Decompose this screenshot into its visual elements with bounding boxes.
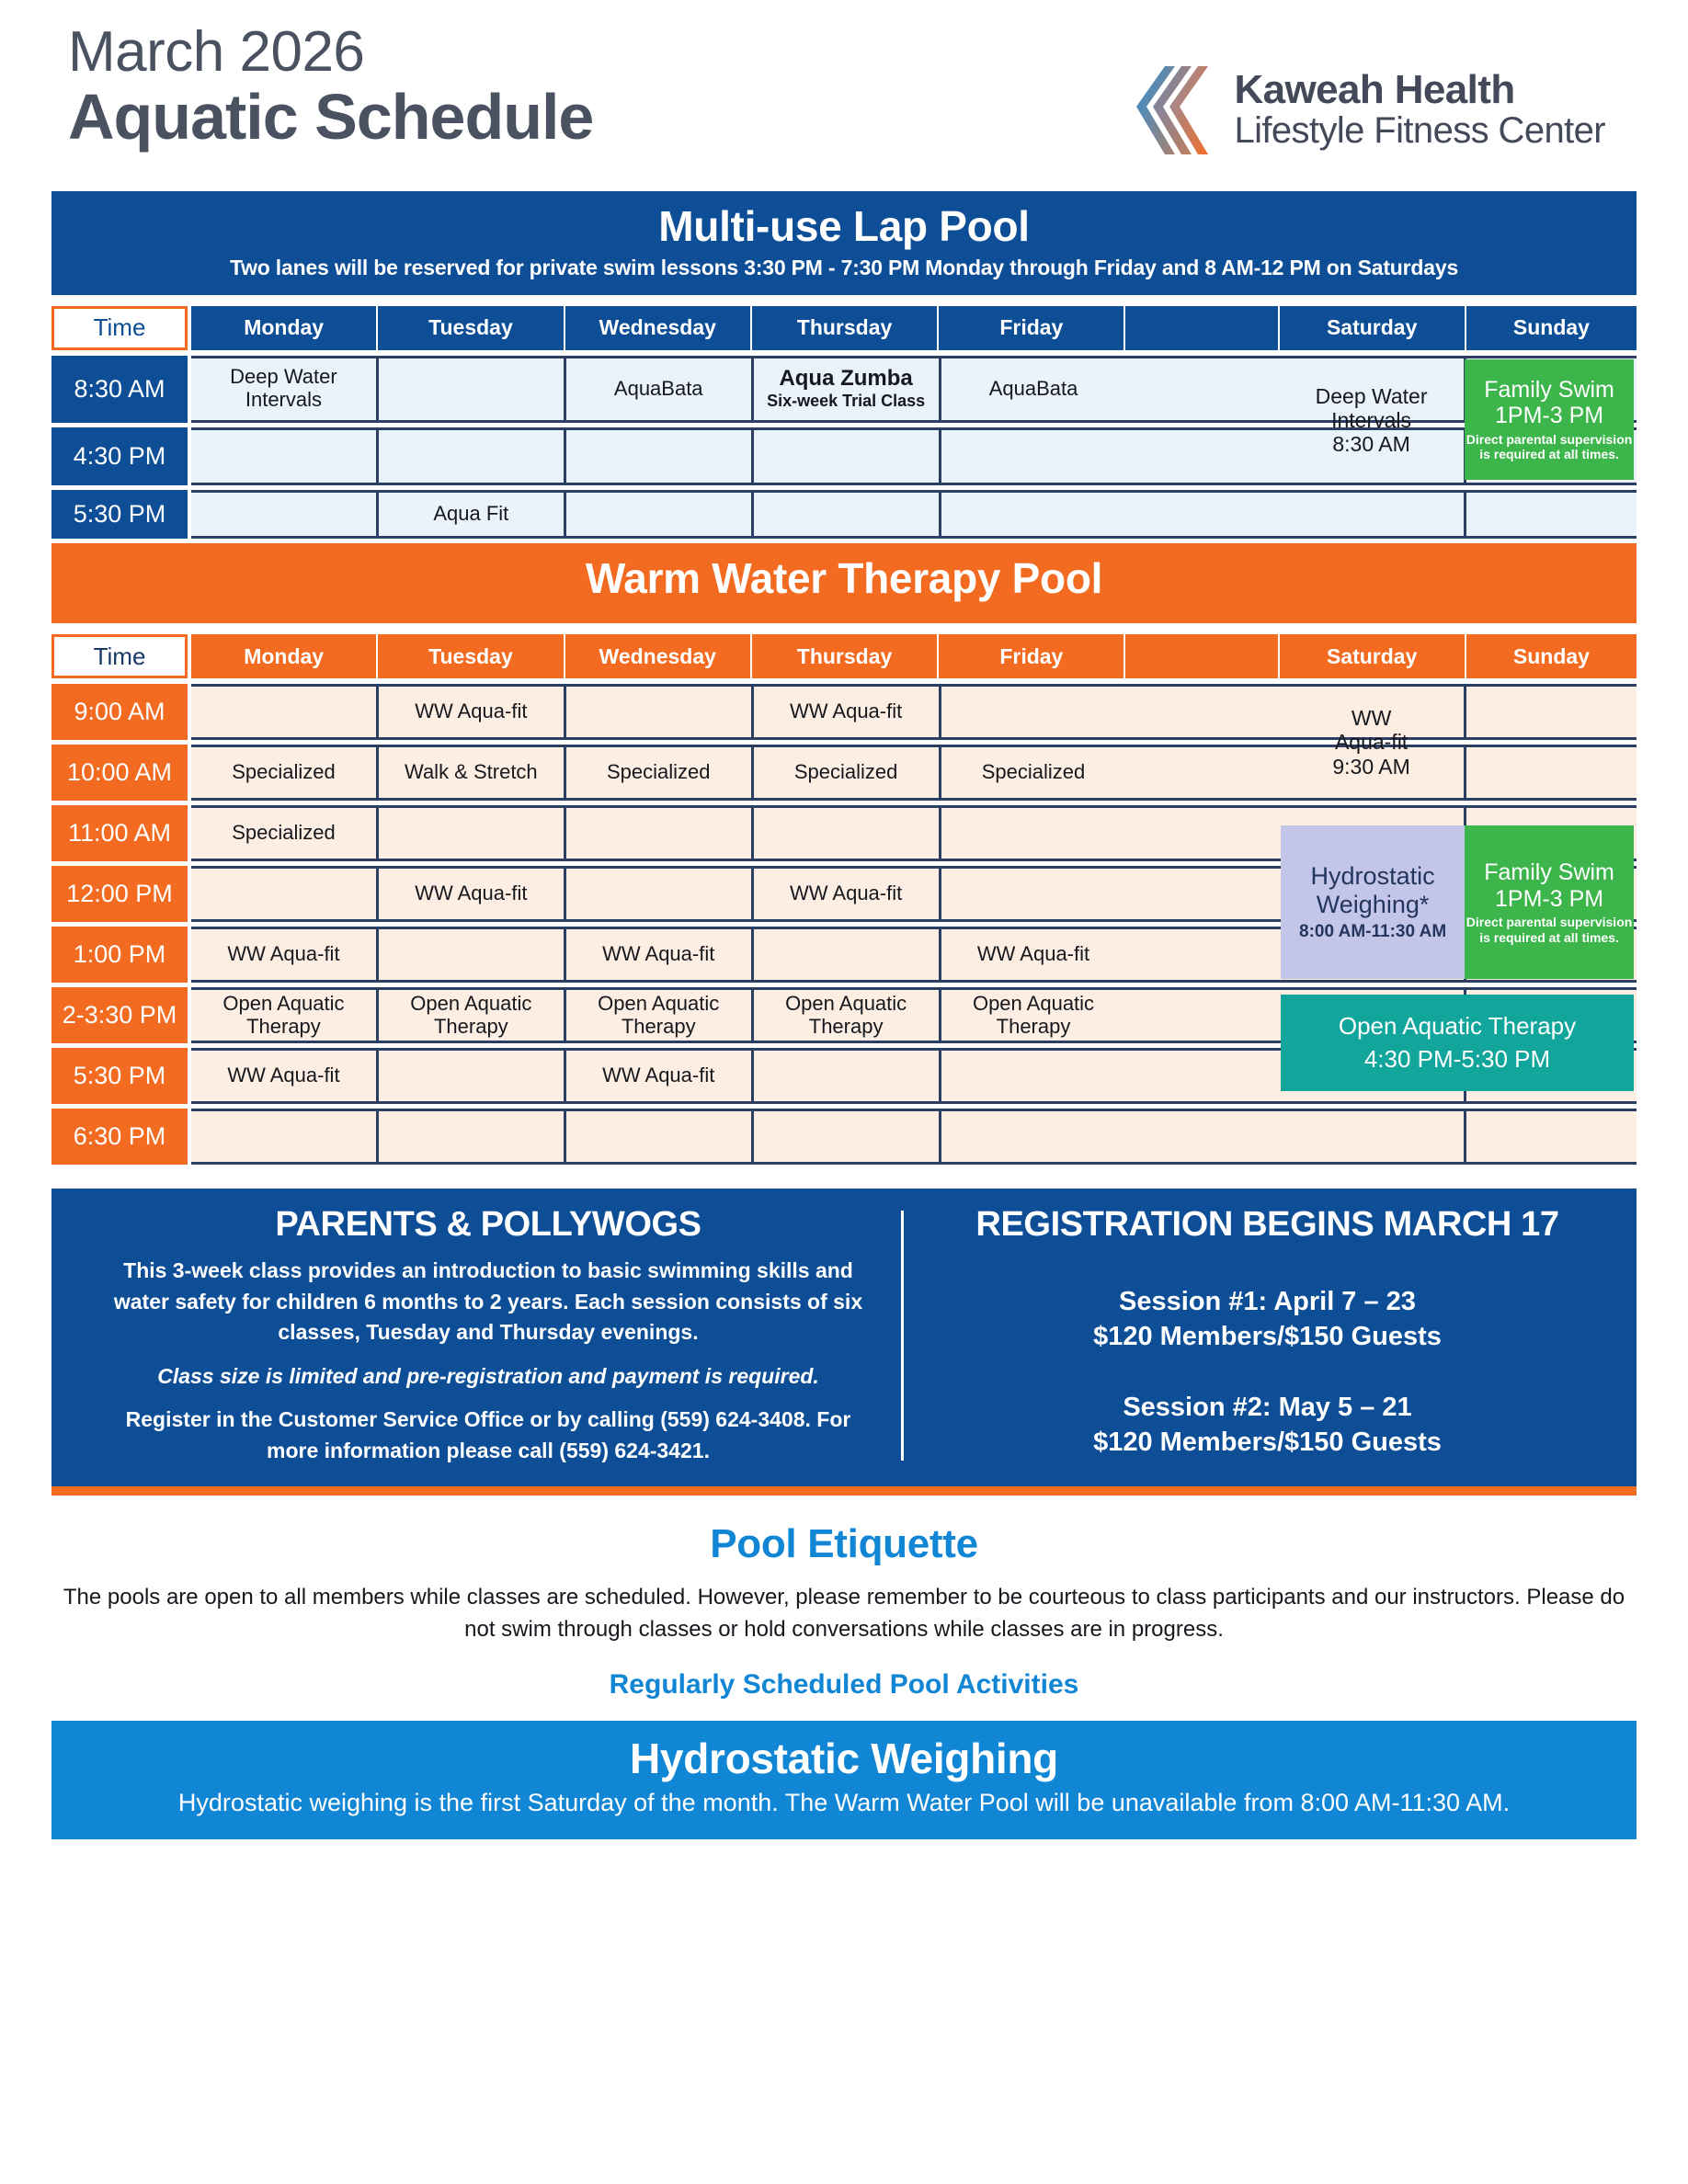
schedule-cell (751, 1111, 939, 1162)
column-header-thursday: Thursday (752, 306, 939, 350)
time-label: 2-3:30 PM (51, 987, 188, 1043)
merged-ww-aquafit-saturday (1278, 687, 1465, 798)
column-header-tuesday: Tuesday (378, 306, 565, 350)
schedule-cell (1125, 808, 1278, 859)
schedule-cell (376, 430, 564, 483)
schedule-cell: WW Aqua-fit (191, 1051, 376, 1101)
lap-pool-subtitle: Two lanes will be reserved for private swim lessons 3:30 PM - 7:30 PM Monday through Friday and 8 AM-12 PM on Saturdays (229, 255, 1459, 279)
schedule-cell: WW Aqua-fit (939, 929, 1126, 980)
kaweah-health-logo (1135, 24, 1637, 156)
hydrostatic-heading: Hydrostatic Weighing (630, 1734, 1058, 1782)
schedule-cell (751, 430, 939, 483)
registration-heading: REGISTRATION BEGINS MARCH 17 (975, 1205, 1559, 1244)
merged-line: Aqua-fit (1334, 730, 1409, 755)
warm-day-headers (191, 634, 1637, 678)
schedule-cell (564, 1111, 751, 1162)
session-2-dates: Session #2: May 5 – 21 (1123, 1393, 1412, 1423)
warm-time-header: Time (51, 634, 188, 678)
warm-pool-banner (51, 543, 1637, 624)
time-label: 12:00 PM (51, 866, 188, 922)
logo-tagline: Lifestyle Fitness Center (1234, 109, 1605, 151)
page-month: March 2026 (68, 20, 365, 84)
schedule-row (51, 1109, 1637, 1165)
warm-pool-title: Warm Water Therapy Pool (585, 553, 1103, 602)
session-2-price: $120 Members/$150 Guests (1093, 1428, 1442, 1458)
warm-pool-rows (51, 684, 1637, 1165)
schedule-cell: Open Aquatic Therapy (939, 990, 1126, 1041)
column-header-friday: Friday (939, 306, 1125, 350)
schedule-cell (191, 493, 376, 536)
lap-pool-header-row (51, 306, 1637, 350)
logo-brand: Kaweah Health (1234, 66, 1515, 112)
schedule-cell: Specialized (191, 747, 376, 798)
schedule-cell (939, 869, 1126, 919)
schedule-cell (1125, 1111, 1278, 1162)
column-header-tuesday: Tuesday (378, 634, 565, 678)
schedule-cell: Deep Water Intervals (191, 358, 376, 420)
schedule-cell (1125, 358, 1278, 420)
registration-section (922, 1205, 1613, 1466)
merged-time: 1PM-3 PM (1495, 403, 1604, 429)
merged-line: 8:30 AM (1332, 432, 1410, 457)
schedule-cell (564, 869, 751, 919)
schedule-cell: Aqua Fit (376, 493, 564, 536)
schedule-cell: Open Aquatic Therapy (564, 990, 751, 1041)
schedule-cell (376, 929, 564, 980)
lap-day-headers (191, 306, 1637, 350)
lap-pool-title: Multi-use Lap Pool (658, 202, 1030, 250)
lap-pool-schedule (51, 306, 1637, 539)
pollywogs-heading: PARENTS & POLLYWOGS (275, 1205, 701, 1244)
pollywogs-register: Register in the Customer Service Office or by calling (559) 624-3408. For more information please call (559) 624-3421. (125, 1407, 851, 1462)
schedule-cell (1279, 1111, 1464, 1162)
schedule-cell: Specialized (564, 747, 751, 798)
warm-pool-header-row (51, 634, 1637, 678)
lap-pool-banner (51, 191, 1637, 295)
page-header (51, 0, 1637, 191)
schedule-cells (191, 1109, 1637, 1165)
schedule-cell: WW Aqua-fit (751, 687, 939, 737)
schedule-cell (939, 808, 1126, 859)
schedule-cell: Open Aquatic Therapy (191, 990, 376, 1041)
merged-line: Deep Water (1315, 383, 1428, 408)
time-label: 11:00 AM (51, 805, 188, 861)
schedule-cell (1464, 687, 1637, 737)
column-header-wednesday: Wednesday (565, 306, 752, 350)
schedule-cell (376, 1051, 564, 1101)
column-header-saturday: Saturday (1280, 634, 1466, 678)
schedule-cell: Specialized (191, 808, 376, 859)
schedule-cell (1464, 1111, 1637, 1162)
schedule-cell: Walk & Stretch (376, 747, 564, 798)
session-2 (931, 1391, 1603, 1460)
schedule-cell (191, 687, 376, 737)
schedule-cell (191, 869, 376, 919)
etiquette-title: Pool Etiquette (710, 1521, 978, 1567)
schedule-cell (1125, 990, 1278, 1041)
schedule-cell (376, 1111, 564, 1162)
schedule-cell (564, 808, 751, 859)
schedule-cell (939, 687, 1126, 737)
schedule-cell: Aqua Zumba Six-week Trial Class (751, 358, 939, 420)
schedule-cell (751, 1051, 939, 1101)
time-label: 4:30 PM (51, 427, 188, 485)
schedule-cell (191, 1111, 376, 1162)
schedule-cell (1464, 747, 1637, 798)
column-header-wednesday: Wednesday (565, 634, 752, 678)
schedule-cell: AquaBata (939, 358, 1126, 420)
session-1 (931, 1285, 1603, 1354)
schedule-cell (564, 430, 751, 483)
schedule-cell (376, 358, 564, 420)
info-panel (51, 1189, 1637, 1486)
chevron-logo-mark-icon (1135, 64, 1219, 156)
column-header-monday: Monday (191, 306, 378, 350)
schedule-cell (1125, 687, 1278, 737)
schedule-cell (1125, 493, 1278, 536)
merged-family-swim-lap (1465, 359, 1634, 480)
merged-title: Family Swim (1484, 376, 1614, 403)
schedule-cell (751, 493, 939, 536)
schedule-cell: WW Aqua-fit (751, 869, 939, 919)
pollywogs-section (75, 1205, 901, 1466)
merged-family-swim-warm (1465, 825, 1634, 979)
column-header-thursday: Thursday (752, 634, 939, 678)
schedule-cell (1125, 747, 1278, 798)
title-block (51, 20, 594, 153)
schedule-cell: WW Aqua-fit (376, 869, 564, 919)
schedule-cell (1279, 493, 1464, 536)
merged-title: Open Aquatic Therapy (1338, 1011, 1577, 1040)
lap-time-header: Time (51, 306, 188, 350)
pollywogs-description: This 3-week class provides an introduction to basic swimming skills and water safety for children 6 months to 2 years. Each session consists of six classes, Tuesday and Thursday evenings. (113, 1258, 863, 1345)
schedule-cell: Specialized (939, 747, 1126, 798)
schedule-cell: WW Aqua-fit (191, 929, 376, 980)
column-header-saturday: Saturday (1280, 306, 1466, 350)
merged-time: 4:30 PM-5:30 PM (1363, 1044, 1551, 1073)
schedule-cell (1125, 929, 1278, 980)
column-header-spacer (1125, 306, 1279, 350)
session-1-dates: Session #1: April 7 – 23 (1119, 1287, 1416, 1316)
pollywogs-note: Class size is limited and pre-registration and payment is required. (157, 1363, 819, 1388)
schedule-cell: WW Aqua-fit (376, 687, 564, 737)
schedule-cell (939, 493, 1126, 536)
schedule-cell: AquaBata (564, 358, 751, 420)
info-divider (901, 1211, 904, 1461)
column-header-sunday: Sunday (1512, 643, 1590, 668)
warm-pool-schedule (51, 634, 1637, 1165)
time-label: 6:30 PM (51, 1109, 188, 1165)
hydrostatic-body: Hydrostatic weighing is the first Saturday of the month. The Warm Water Pool will be unavailable from 8:00 AM-11:30 AM. (177, 1788, 1511, 1816)
orange-divider-bar (51, 1486, 1637, 1496)
time-label: 5:30 PM (51, 1048, 188, 1104)
merged-line: Intervals (1331, 407, 1412, 432)
merged-note: Direct parental supervision is required at all times. (1466, 431, 1633, 461)
schedule-cells (191, 490, 1637, 539)
time-label: 5:30 PM (51, 490, 188, 539)
merged-line: WW (1351, 706, 1392, 731)
schedule-cell: Open Aquatic Therapy (376, 990, 564, 1041)
schedule-cell (1125, 430, 1278, 483)
schedule-cell (1125, 1051, 1278, 1101)
schedule-cell (1464, 493, 1637, 536)
logo-text (1234, 66, 1605, 151)
time-label: 8:30 AM (51, 356, 188, 423)
schedule-cell (751, 808, 939, 859)
merged-hydrostatic-weighing (1281, 825, 1465, 979)
schedule-cell: Open Aquatic Therapy (751, 990, 939, 1041)
schedule-cell: Specialized (751, 747, 939, 798)
schedule-cell (939, 1051, 1126, 1101)
etiquette-subtitle: Regularly Scheduled Pool Activities (609, 1668, 1079, 1700)
merged-title: Hydrostatic Weighing* (1310, 861, 1435, 918)
time-label: 1:00 PM (51, 927, 188, 983)
schedule-cell: WW Aqua-fit (564, 1051, 751, 1101)
column-header-spacer (1125, 634, 1279, 678)
schedule-cell (1125, 869, 1278, 919)
session-1-price: $120 Members/$150 Guests (1093, 1321, 1442, 1351)
etiquette-body: The pools are open to all members while classes are scheduled. However, please remember to be courteous to class participants and our instructors. Please do not swim through classes or hold conversations while classes are in progress. (63, 1585, 1625, 1642)
schedule-cell (564, 687, 751, 737)
column-header-friday: Friday (939, 634, 1125, 678)
merged-deep-water-intervals (1278, 359, 1465, 482)
schedule-row (51, 490, 1637, 539)
schedule-cell (376, 808, 564, 859)
schedule-cell (939, 1111, 1126, 1162)
schedule-cell (564, 493, 751, 536)
hydrostatic-banner (51, 1721, 1637, 1839)
merged-title: Family Swim (1484, 859, 1614, 886)
schedule-cell: WW Aqua-fit (564, 929, 751, 980)
schedule-cell (939, 430, 1126, 483)
merged-time: 8:00 AM-11:30 AM (1299, 922, 1447, 942)
schedule-cell (751, 929, 939, 980)
column-header-monday: Monday (191, 634, 378, 678)
merged-time: 1PM-3 PM (1495, 885, 1604, 912)
merged-line: 9:30 AM (1332, 754, 1410, 779)
time-label: 10:00 AM (51, 745, 188, 801)
merged-open-aquatic-therapy (1281, 995, 1634, 1091)
time-label: 9:00 AM (51, 684, 188, 740)
column-header-sunday: Sunday (1512, 315, 1590, 339)
schedule-cell (191, 430, 376, 483)
lap-pool-rows (51, 356, 1637, 539)
merged-note: Direct parental supervision is required at all times. (1466, 915, 1633, 945)
page-title: Aquatic Schedule (68, 81, 594, 153)
